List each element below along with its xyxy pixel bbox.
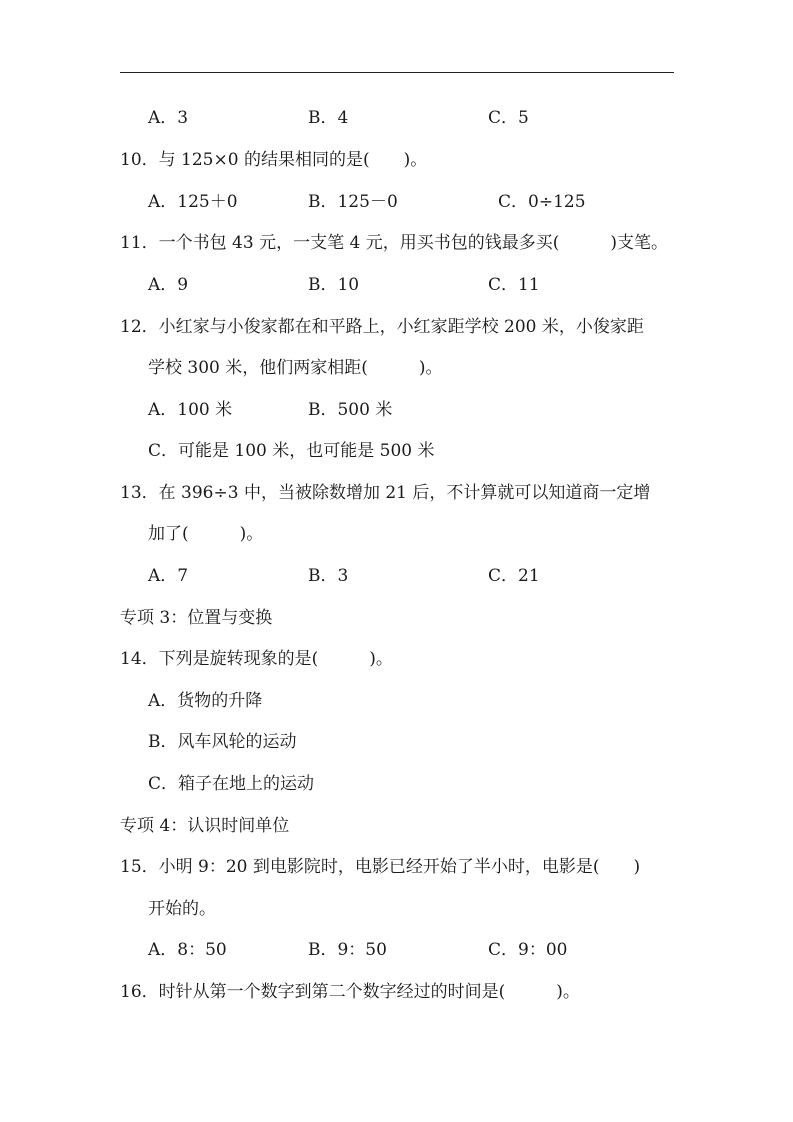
q13-option-b: B．3 [308, 566, 349, 586]
q15-option-c: C．9：00 [488, 940, 568, 960]
q12-option-a: A．100 米 [148, 400, 233, 420]
section-4-heading: 专项 4：认识时间单位 [120, 816, 290, 836]
q14-text: 14．下列是旋转现象的是( )。 [120, 649, 393, 669]
q13-text-line1: 13．在 396÷3 中，当被除数增加 21 后，不计算就可以知道商一定增 [120, 483, 651, 503]
q13-text-line2: 加了( )。 [148, 524, 264, 544]
q15-text-line2: 开始的。 [148, 899, 216, 919]
q13-option-c: C．21 [488, 566, 540, 586]
q11-option-c: C．11 [488, 275, 540, 295]
q11-option-b: B．10 [308, 275, 360, 295]
q16-text: 16．时针从第一个数字到第二个数字经过的时间是( )。 [120, 982, 580, 1002]
header-rule [120, 72, 674, 73]
q15-text-line1: 15．小明 9：20 到电影院时，电影已经开始了半小时，电影是( ) [120, 857, 641, 877]
q10-text: 10．与 125×0 的结果相同的是( )。 [120, 150, 428, 170]
q13-option-a: A．7 [148, 566, 189, 586]
section-3-heading: 专项 3：位置与变换 [120, 608, 273, 628]
q15-option-a: A．8：50 [148, 940, 227, 960]
q10-option-c: C．0÷125 [498, 192, 586, 212]
q14-option-a: A．货物的升降 [148, 691, 263, 711]
q10-option-a: A．125＋0 [148, 192, 238, 212]
q12-option-c: C．可能是 100 米，也可能是 500 米 [148, 441, 435, 461]
q15-option-b: B．9：50 [308, 940, 387, 960]
q10-option-b: B．125－0 [308, 192, 398, 212]
q14-option-c: C．箱子在地上的运动 [148, 774, 315, 794]
q11-text: 11．一个书包 43 元，一支笔 4 元，用买书包的钱最多买( )支笔。 [120, 233, 668, 253]
q12-option-b: B．500 米 [308, 400, 393, 420]
q12-text-line2: 学校 300 米，他们两家相距( )。 [148, 358, 443, 378]
q12-text-line1: 12．小红家与小俊家都在和平路上，小红家距学校 200 米，小俊家距 [120, 317, 644, 337]
q11-option-a: A．9 [148, 275, 189, 295]
q9-option-b: B．4 [308, 108, 349, 128]
q9-option-c: C．5 [488, 108, 529, 128]
q9-option-a: A．3 [148, 108, 189, 128]
q14-option-b: B．风车风轮的运动 [148, 732, 297, 752]
